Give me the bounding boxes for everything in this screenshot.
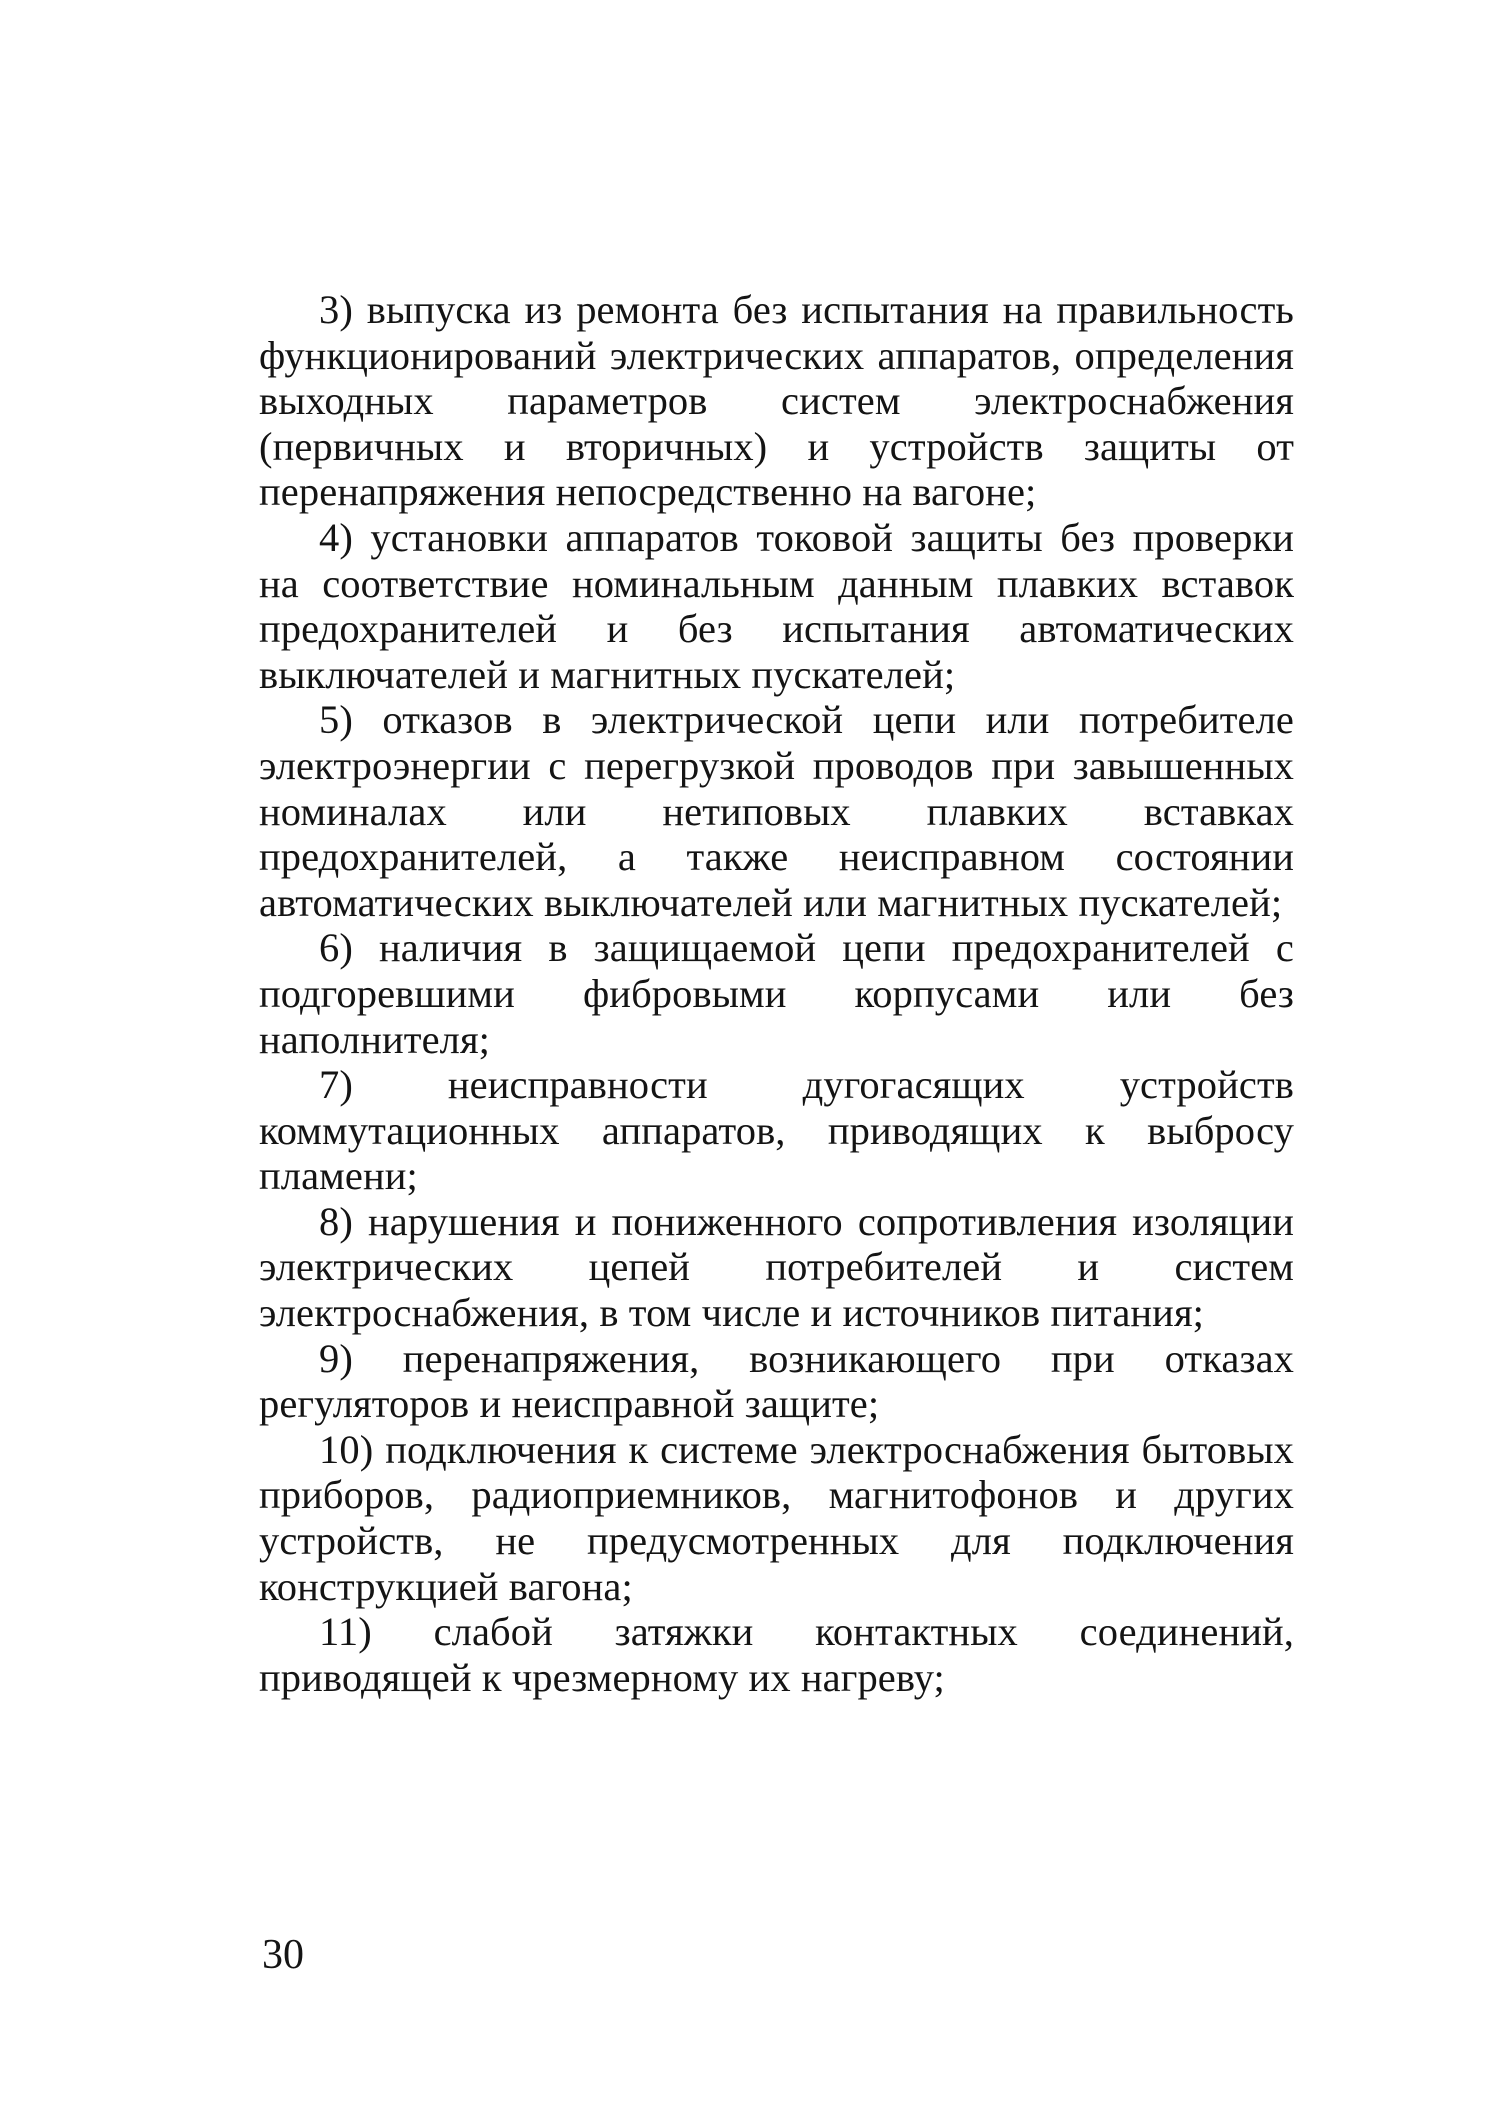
list-item-11: 11) слабой затяжки контактных соединений, приводящей к чрезмерному их нагреву; xyxy=(259,1609,1294,1700)
list-item-6: 6) наличия в защищаемой цепи предохранителей с подгоревшими фибровыми корпусами или без наполнителя; xyxy=(259,925,1294,1062)
list-item-4: 4) установки аппаратов токовой защиты без проверки на соответствие номинальным данным плавких вставок предохранителей и без испытания автоматических выключателей и магнитных пускателей; xyxy=(259,514,1294,697)
page-number: 30 xyxy=(262,1932,304,1978)
list-item-10: 10) подключения к системе электроснабжения бытовых приборов, радиоприемников, магнитофонов и других устройств, не предусмотренных для подключения конструкцией вагона; xyxy=(259,1426,1294,1609)
list-item-9: 9) перенапряжения, возникающего при отказах регуляторов и неисправной защите; xyxy=(259,1335,1294,1427)
list-item-8: 8) нарушения и пониженного сопротивления изоляции электрических цепей потребителей и систем электроснабжения, в том числе и источников питания; xyxy=(259,1198,1294,1336)
list-item-3: 3) выпуска из ремонта без испытания на правильность функционирований электрических аппаратов, определения выходных параметров систем электроснабжения (первичных и вторичных) и устройств защиты от перенапряжения непосредственно на вагоне; xyxy=(259,287,1294,515)
list-item-5: 5) отказов в электрической цепи или потребителе электроэнергии с перегрузкой проводов при завышенных номиналах или нетиповых плавких вставках предохранителей, а также неисправном состоянии автоматических выключателей или магнитных пускателей; xyxy=(259,697,1294,925)
list-item-7: 7) неисправности дугогасящих устройств коммутационных аппаратов, приводящих к выбросу пламени; xyxy=(259,1062,1294,1199)
body-text xyxy=(259,287,1294,1700)
